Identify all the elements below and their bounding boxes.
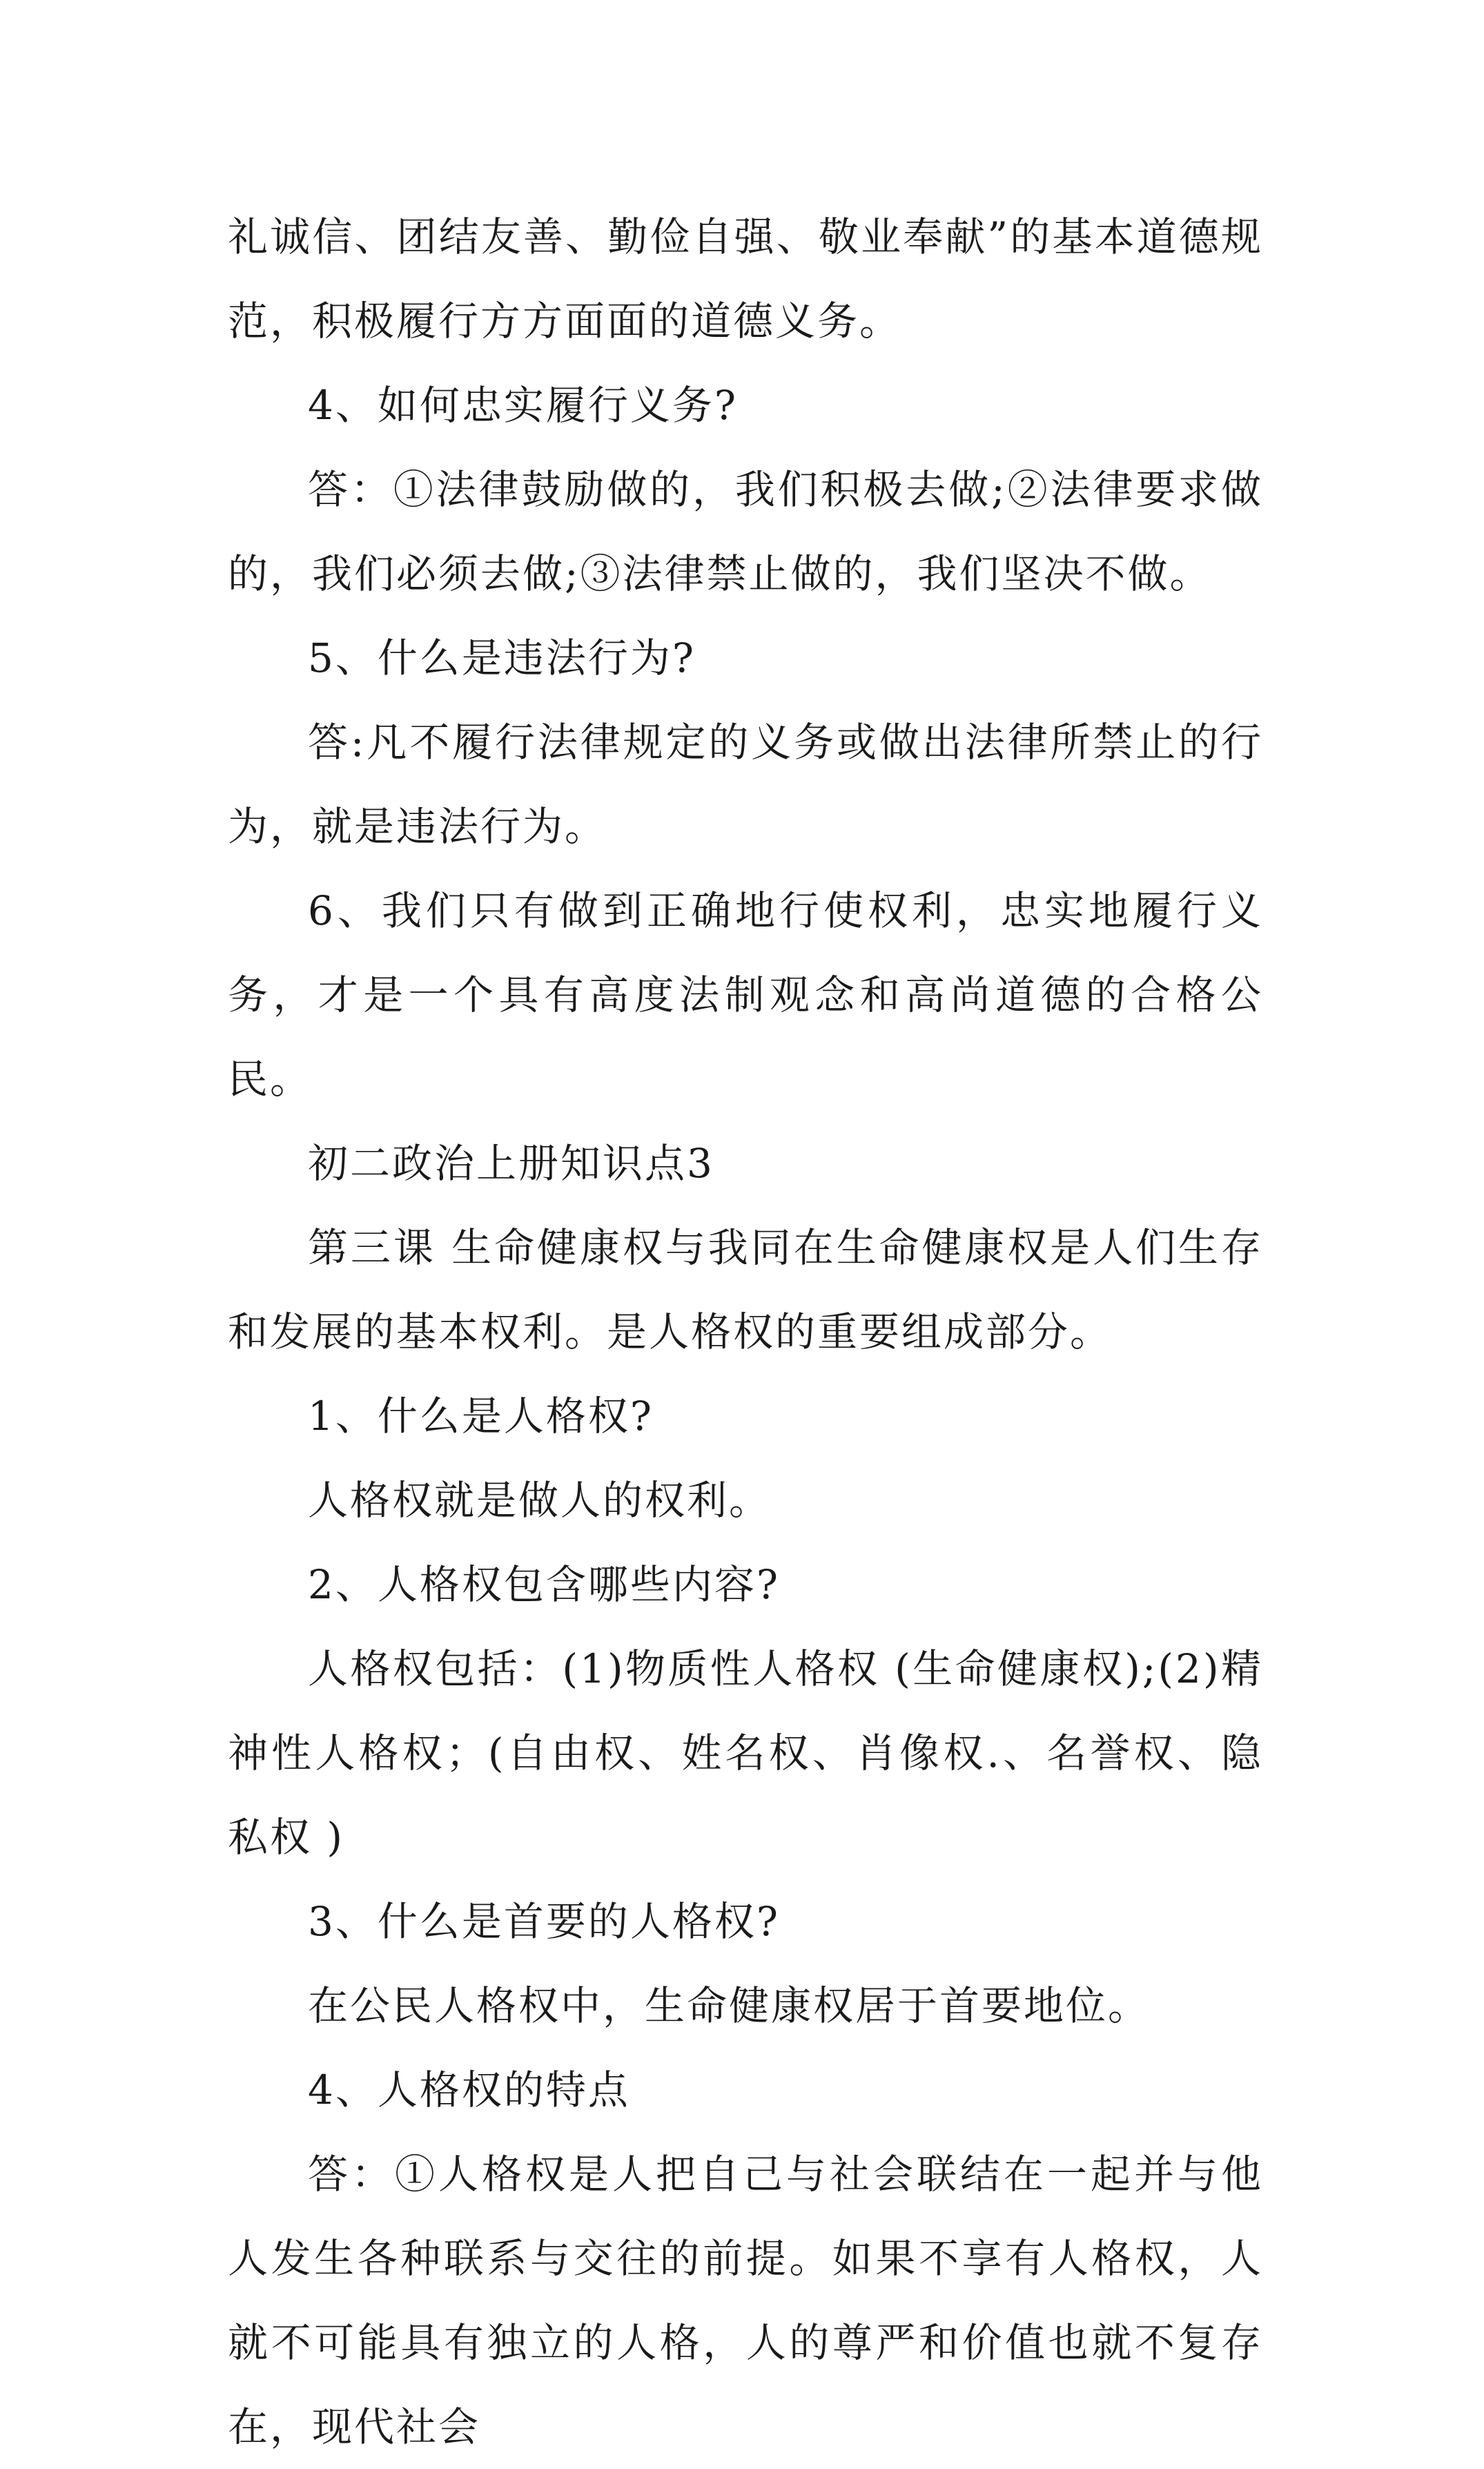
- section-heading: 初二政治上册知识点3: [308, 1140, 714, 1187]
- paragraph-continuation: 礼诚信、团结友善、勤俭自强、敬业奉献”的基本道德规范，积极履行方方面面的道德义务。: [228, 213, 1263, 345]
- document-body: [228, 195, 1263, 2469]
- answer-4: 答：①法律鼓励做的，我们积极去做;②法律要求做的，我们必须去做;③法律禁止做的，我们坚决不做。: [228, 466, 1263, 597]
- answer-5: 答:凡不履行法律规定的义务或做出法律所禁止的行为，就是违法行为。: [228, 719, 1263, 850]
- lesson-intro: 第三课 生命健康权与我同在生命健康权是人们生存和发展的基本权利。是人格权的重要组成部分。: [228, 1224, 1263, 1355]
- answer-3: 在公民人格权中，生命健康权居于首要地位。: [308, 1982, 1151, 2029]
- question-4: 4、如何忠实履行义务?: [308, 382, 738, 429]
- question-4-traits: 4、人格权的特点: [308, 2066, 630, 2113]
- question-5: 5、什么是违法行为?: [308, 635, 696, 681]
- question-3: 3、什么是首要的人格权?: [308, 1898, 780, 1945]
- answer-4-traits: 答：①人格权是人把自己与社会联结在一起并与他人发生各种联系与交往的前提。如果不享有人格权，人就不可能具有独立的人格，人的尊严和价值也就不复存在，现代社会: [228, 2151, 1263, 2450]
- answer-1: 人格权就是做人的权利。: [308, 1477, 772, 1524]
- question-1: 1、什么是人格权?: [308, 1393, 654, 1440]
- answer-2: 人格权包括：(1)物质性人格权 (生命健康权);(2)精神性人格权；(自由权、姓名权、肖像权.、名誉权、隐私权 ): [228, 1645, 1263, 1861]
- question-2: 2、人格权包含哪些内容?: [308, 1561, 780, 1608]
- point-6: 6、我们只有做到正确地行使权利，忠实地履行义务，才是一个具有高度法制观念和高尚道德的合格公民。: [228, 887, 1263, 1103]
